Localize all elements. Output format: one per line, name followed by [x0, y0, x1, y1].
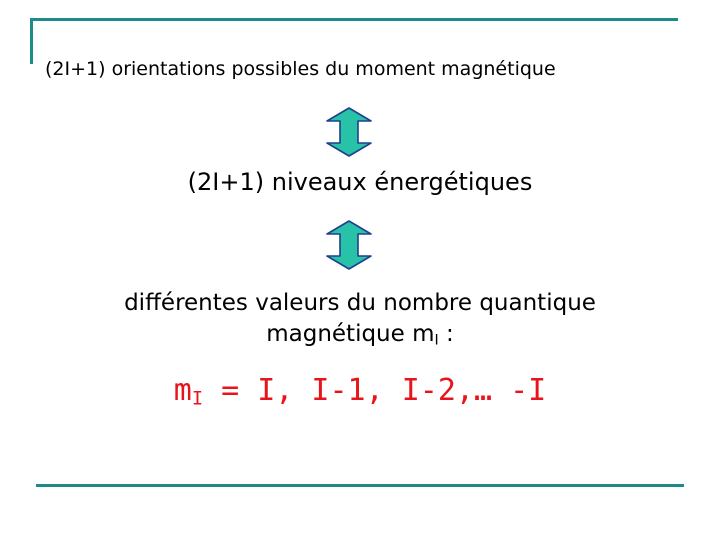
valeurs-line2-subscript: I	[434, 332, 439, 349]
formula-text	[0, 373, 720, 410]
valeurs-line2-prefix: magnétique m	[266, 321, 435, 347]
formula-prefix: m	[173, 373, 192, 408]
orientations-text: (2I+1) orientations possibles du moment magnétique	[45, 58, 556, 80]
frame-top-rule	[30, 18, 678, 21]
frame-left-bar	[30, 18, 33, 64]
valeurs-text	[0, 288, 720, 357]
formula-suffix: = I, I-1, I-2,… -I	[203, 373, 547, 408]
formula-subscript: I	[191, 388, 204, 410]
double-arrow-icon	[324, 220, 374, 270]
valeurs-line2	[0, 319, 720, 357]
frame-bottom-rule	[36, 484, 684, 487]
valeurs-line1: différentes valeurs du nombre quantique	[124, 290, 596, 316]
double-arrow-icon	[324, 107, 374, 157]
niveaux-text: (2I+1) niveaux énergétiques	[187, 168, 533, 196]
valeurs-line2-suffix: :	[438, 321, 454, 347]
